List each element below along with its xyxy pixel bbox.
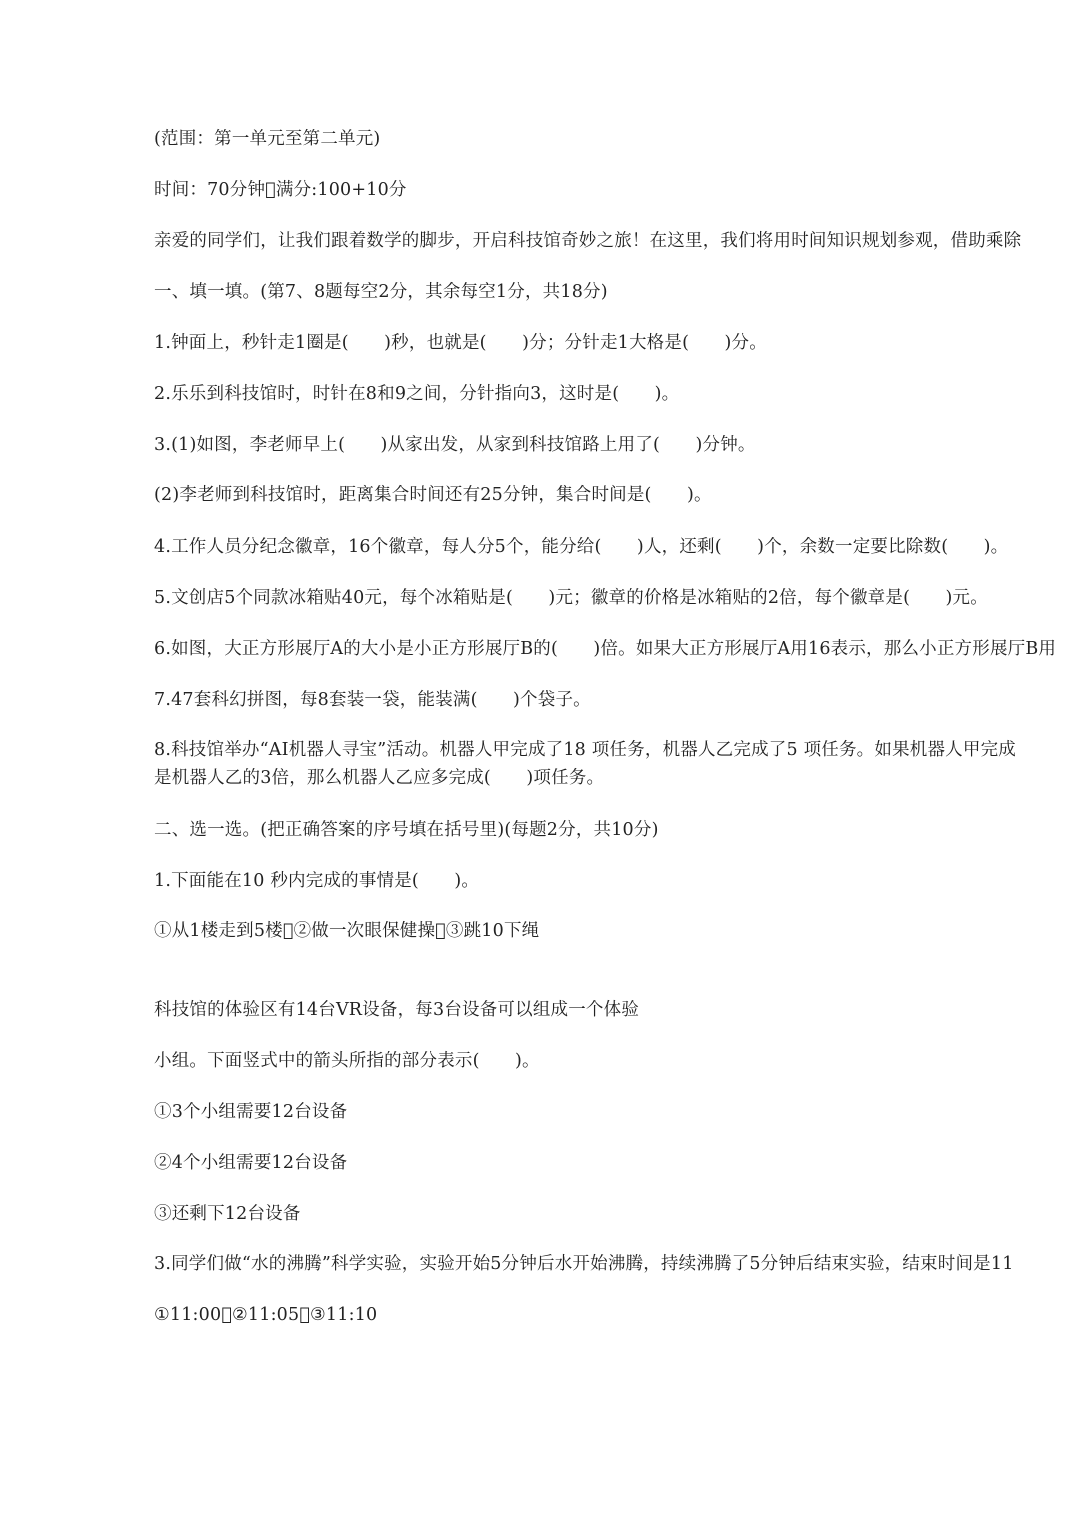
section2-question-2-option-1: ①3个小组需要12台设备 (154, 1102, 348, 1122)
section1-heading: 一、填一填。(第7、8题每空2分，其余每空1分，共18分) (154, 282, 608, 302)
section1-question-4: 4.工作人员分纪念徽章，16个徽章，每人分5个，能分给( )人，还剩( )个，余数一定要比除数( )。 (154, 537, 1009, 557)
section2-question-2-option-2: ②4个小组需要12台设备 (154, 1153, 348, 1173)
section1-question-3-part1: 3.(1)如图，李老师早上( )从家出发，从家到科技馆路上用了( )分钟。 (154, 435, 756, 455)
exam-time-info: 时间：70分钟 满分:100+10分 (154, 180, 407, 200)
exam-scope: (范围：第一单元至第二单元) (154, 129, 381, 149)
section1-question-6: 6.如图，大正方形展厅A的大小是小正方形展厅B的( )倍。如果大正方形展厅A用16表示，那么小正方形展厅B用 (154, 639, 1057, 659)
section1-question-8-line2: 是机器人乙的3倍，那么机器人乙应多完成( )项任务。 (154, 768, 605, 788)
section1-question-2: 2.乐乐到科技馆时，时针在8和9之间，分针指向3，这时是( )。 (154, 384, 680, 404)
section2-question-2-line2: 小组。下面竖式中的箭头所指的部分表示( )。 (154, 1051, 540, 1071)
section2-heading: 二、选一选。(把正确答案的序号填在括号里)(每题2分，共10分) (154, 820, 659, 840)
exam-intro: 亲爱的同学们，让我们跟着数学的脚步，开启科技馆奇妙之旅！在这里，我们将用时间知识规划参观，借助乘除 (154, 231, 1022, 251)
section2-question-3: 3.同学们做“水的沸腾”科学实验，实验开始5分钟后水开始沸腾，持续沸腾了5分钟后结束实验，结束时间是11 (154, 1254, 1014, 1274)
section1-question-5: 5.文创店5个同款冰箱贴40元，每个冰箱贴是( )元；徽章的价格是冰箱贴的2倍，每个徽章是( )元。 (154, 588, 988, 608)
section2-question-1: 1.下面能在10 秒内完成的事情是( )。 (154, 871, 480, 891)
section1-question-7: 7.47套科幻拼图，每8套装一袋，能装满( )个袋子。 (154, 690, 591, 710)
section2-question-2-option-3: ③还剩下12台设备 (154, 1204, 301, 1224)
section1-question-8-line1: 8.科技馆举办“AI机器人寻宝”活动。机器人甲完成了18 项任务，机器人乙完成了5 项任务。如果机器人甲完成 (154, 740, 1016, 760)
section2-question-1-options: ①从1楼走到5楼 ②做一次眼保健操 ③跳10下绳 (154, 921, 540, 941)
section1-question-1: 1.钟面上，秒针走1圈是( )秒，也就是( )分；分针走1大格是( )分。 (154, 333, 767, 353)
section2-question-3-options: ①11:00 ②11:05 ③11:10 (154, 1305, 378, 1325)
section2-question-2-line1: 科技馆的体验区有14台VR设备，每3台设备可以组成一个体验 (154, 1000, 640, 1020)
section1-question-3-part2: (2)李老师到科技馆时，距离集合时间还有25分钟，集合时间是( )。 (154, 485, 712, 505)
